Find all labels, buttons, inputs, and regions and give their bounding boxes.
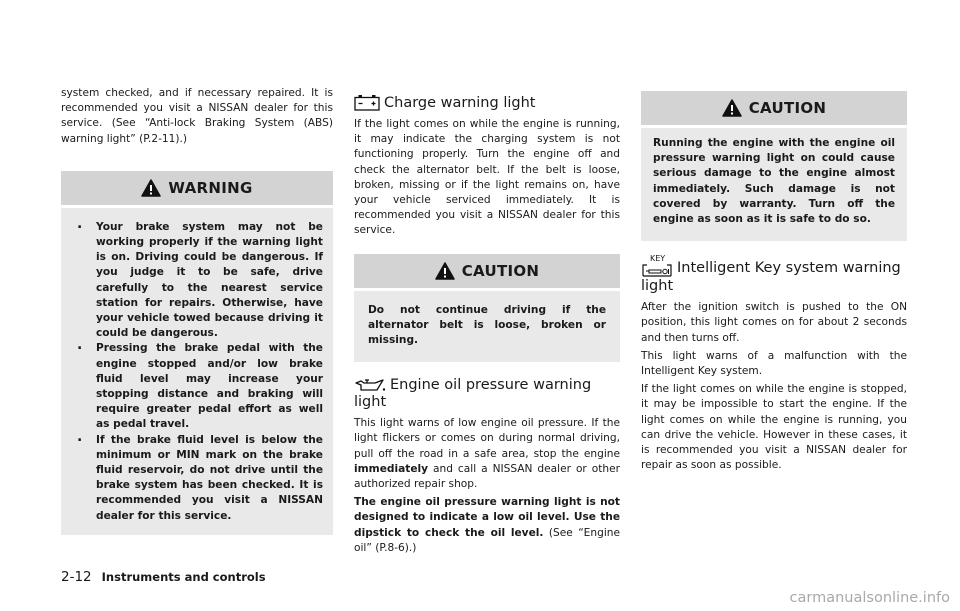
battery-icon (354, 94, 380, 111)
oil-note-ref: (See “Engine oil” (P.8-6).) (354, 526, 620, 554)
key-paragraph-3: If the light comes on while the engine is stopped, it may be impossible to start the engine. If the light comes on while the engine is running, you can drive the vehicle. However in these cases, it is recommended you visit a NISSAN dealer for repair as soon as possible. (641, 383, 907, 472)
warning-triangle-icon (435, 262, 455, 280)
intro-paragraph: system checked, and if necessary repaired. It is recommended you visit a NISSAN dealer for this service. (See “Anti-lock Braking System (ABS) warning light” (P.2-11).) (61, 87, 333, 145)
oil-text-2: and call a NISSAN dealer or other authorized repair shop. (354, 462, 620, 491)
warning-box (61, 171, 333, 535)
caution-box-oil (641, 91, 907, 241)
charge-heading-text: Charge warning light (384, 95, 536, 111)
warning-item: . If the brake fluid level is below the minimum or MIN mark on the brake fluid reservoir, do not drive until the brake system has been checked. It is recommended you visit a NISSAN dealer for this service. (71, 433, 323, 524)
warning-header (61, 171, 333, 205)
charge-paragraph: If the light comes on while the engine is running, it may indicate the charging system is not functioning properly. Turn the engine off and check the alternator belt. If the belt is loose, broken, missing or if the light remains on, have your vehicle serviced immediately. It is recommended you visit a NISSAN dealer for this service. (354, 118, 620, 237)
key-paragraph-1: After the ignition switch is pushed to the ON position, this light comes on for about 2 seconds and then turns off. (641, 301, 907, 344)
caution-box-alternator (354, 254, 620, 363)
warning-item: . Pressing the brake pedal with the engine stopped and/or low brake fluid level may increase your stopping distance and braking will require greater pedal effort as well as pedal travel. (71, 341, 323, 432)
oil-note-bold: The engine oil pressure warning light is not designed to indicate a low oil level. Use the dipstick to check the oil level. (354, 496, 620, 539)
oil-text-1: This light warns of low engine oil pressure. If the light flickers or comes on during normal driving, pull off the road in a safe area, stop the engine (354, 417, 620, 460)
caution-title: CAUTION (461, 261, 540, 280)
caution-body: Running the engine with the engine oil pressure warning light on could cause serious damage to the engine almost immediately. Such damage is not covered by warranty. Turn off the engine as soon as it is safe to do so. (641, 128, 907, 241)
watermark: carmanualsonline.info (789, 590, 950, 606)
caution-body: Do not continue driving if the alternator belt is loose, broken or missing. (354, 291, 620, 363)
warning-title: WARNING (168, 178, 253, 197)
key-icon (641, 256, 673, 278)
caution-title: CAUTION (748, 99, 827, 117)
charge-heading (354, 94, 620, 112)
oil-paragraph (354, 416, 620, 492)
warning-triangle-icon (722, 99, 742, 117)
key-icon-label: KEY (650, 254, 666, 264)
oil-can-icon (354, 377, 386, 393)
oil-heading-text: Engine oil pressure warning light (354, 377, 592, 411)
warning-body (61, 208, 333, 535)
key-heading-text: Intelligent Key system warning light (641, 260, 901, 295)
page-footer (61, 569, 266, 585)
page-number: 2-12 (61, 569, 92, 585)
warning-triangle-icon (141, 179, 161, 197)
key-heading (641, 256, 907, 295)
section-title: Instruments and controls (101, 570, 266, 584)
column-middle (354, 0, 620, 556)
warning-list (71, 220, 323, 524)
key-paragraph-2: This light warns of a malfunction with the Intelligent Key system. (641, 349, 907, 378)
caution-header (354, 254, 620, 288)
column-right (641, 0, 907, 473)
column-left (61, 0, 333, 535)
key-fob-icon (641, 256, 673, 278)
oil-text-emphasis: immediately (354, 462, 429, 475)
warning-item: . Your brake system may not be working properly if the warning light is on. Driving could be dangerous. If you judge it to be safe, drive carefully to the nearest service station for repairs. Otherwise, have your vehicle towed because driving it could be dangerous. (71, 220, 323, 342)
caution-header (641, 91, 907, 125)
oil-heading (354, 377, 620, 411)
oil-note (354, 495, 620, 556)
